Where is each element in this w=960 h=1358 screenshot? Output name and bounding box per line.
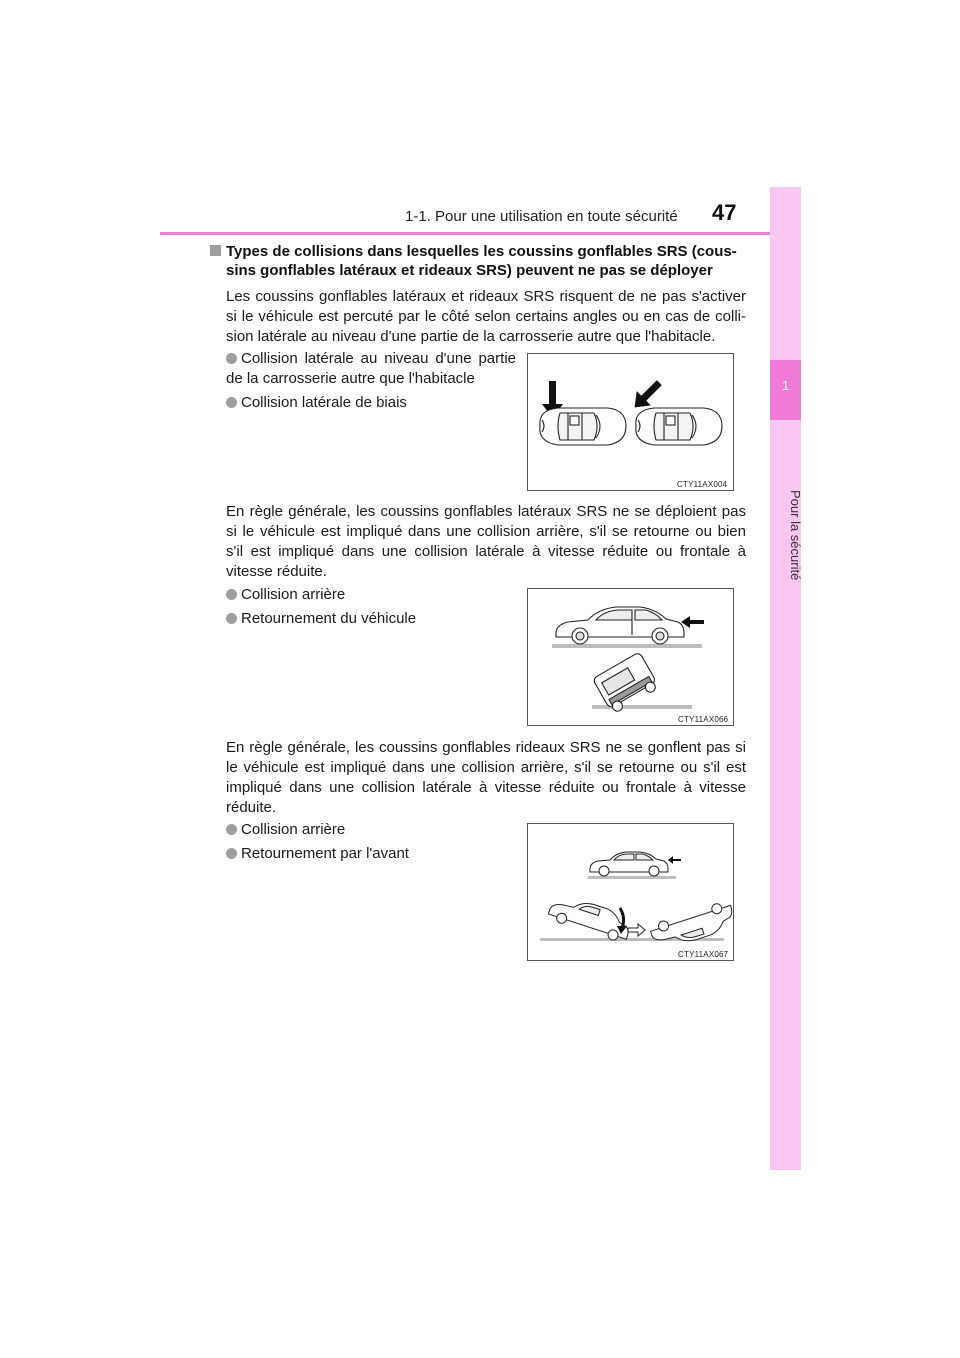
figure-code: CTY11AX066 [678, 715, 729, 724]
figure-code: CTY11AX004 [677, 480, 728, 489]
bullet-dot-icon [226, 589, 237, 600]
chapter-number: 1 [781, 378, 790, 393]
intro-paragraph: Les coussins gonflables latéraux et rideaux SRS risquent de ne pas s'activer si le véhicule est percuté par le côté selon certains angles ou en cas de colli-sion latérale au niveau d'une partie de la carrosserie autre que l'habitacle. [226, 288, 746, 345]
bullet-item-3 [226, 585, 345, 605]
header-rule [160, 232, 800, 235]
page-number: 47 [712, 200, 737, 225]
bullet-item-4 [226, 609, 416, 629]
bullet-item-2 [226, 393, 516, 413]
bullet-dot-icon [226, 848, 237, 859]
arrow-left-icon [668, 856, 673, 864]
bullet-dot-icon [226, 824, 237, 835]
paragraph-curtain-airbags: En règle générale, les coussins gonflables rideaux SRS ne se gonflent pas si le véhicule est impliqué dans une collision arrière, s'il se retourne ou s'il est impliqué dans une collision latérale à vitesse réduite ou frontale à vitesse réduite. [226, 739, 746, 816]
chapter-label: Pour la sécurité [788, 489, 803, 581]
bullet-text: Collision latérale de biais [241, 394, 407, 411]
bullet-dot-icon [226, 397, 237, 408]
section-title: 1-1. Pour une utilisation en toute sécurité [405, 208, 678, 225]
bullet-text: Retournement du véhicule [241, 610, 417, 627]
side-impact-illustration [528, 354, 733, 490]
section-heading [226, 242, 746, 280]
paragraph-side-airbags: En règle générale, les coussins gonflables latéraux SRS ne se déploient pas si le véhicule est impliqué dans une collision arrière, s'il se retourne ou bien s'il est impliqué dans une collision latérale à vitesse réduite ou frontale à vitesse réduite. [226, 503, 746, 580]
figure-side-impact [527, 353, 734, 491]
figure-rear-forward-rollover [527, 823, 734, 961]
bullet-dot-icon [226, 613, 237, 624]
bullet-item-6 [226, 844, 409, 864]
chapter-sidebar [770, 187, 801, 1170]
bullet-text: Collision latérale au niveau d'une partie de la carrosserie autre que l'habitacle [226, 350, 516, 387]
bullet-text: Retournement par l'avant [241, 845, 409, 862]
rear-rollover-illustration [528, 589, 733, 725]
heading-square-icon [210, 245, 221, 256]
arrow-right-outline-icon [628, 924, 645, 936]
bullet-dot-icon [226, 353, 237, 364]
forward-rollover-illustration [528, 824, 733, 960]
bullet-text: Collision arrière [241, 821, 346, 838]
heading-line-2: sins gonflables latéraux et rideaux SRS) peuvent ne pas se déployer [226, 262, 713, 279]
figure-code: CTY11AX067 [678, 950, 729, 959]
bullet-item-5 [226, 820, 345, 840]
bullet-text: Collision arrière [241, 586, 346, 603]
heading-line-1: Types de collisions dans lesquelles les coussins gonflables SRS (cous- [226, 243, 737, 260]
figure-rear-rollover [527, 588, 734, 726]
bullet-item-1 [226, 349, 516, 389]
